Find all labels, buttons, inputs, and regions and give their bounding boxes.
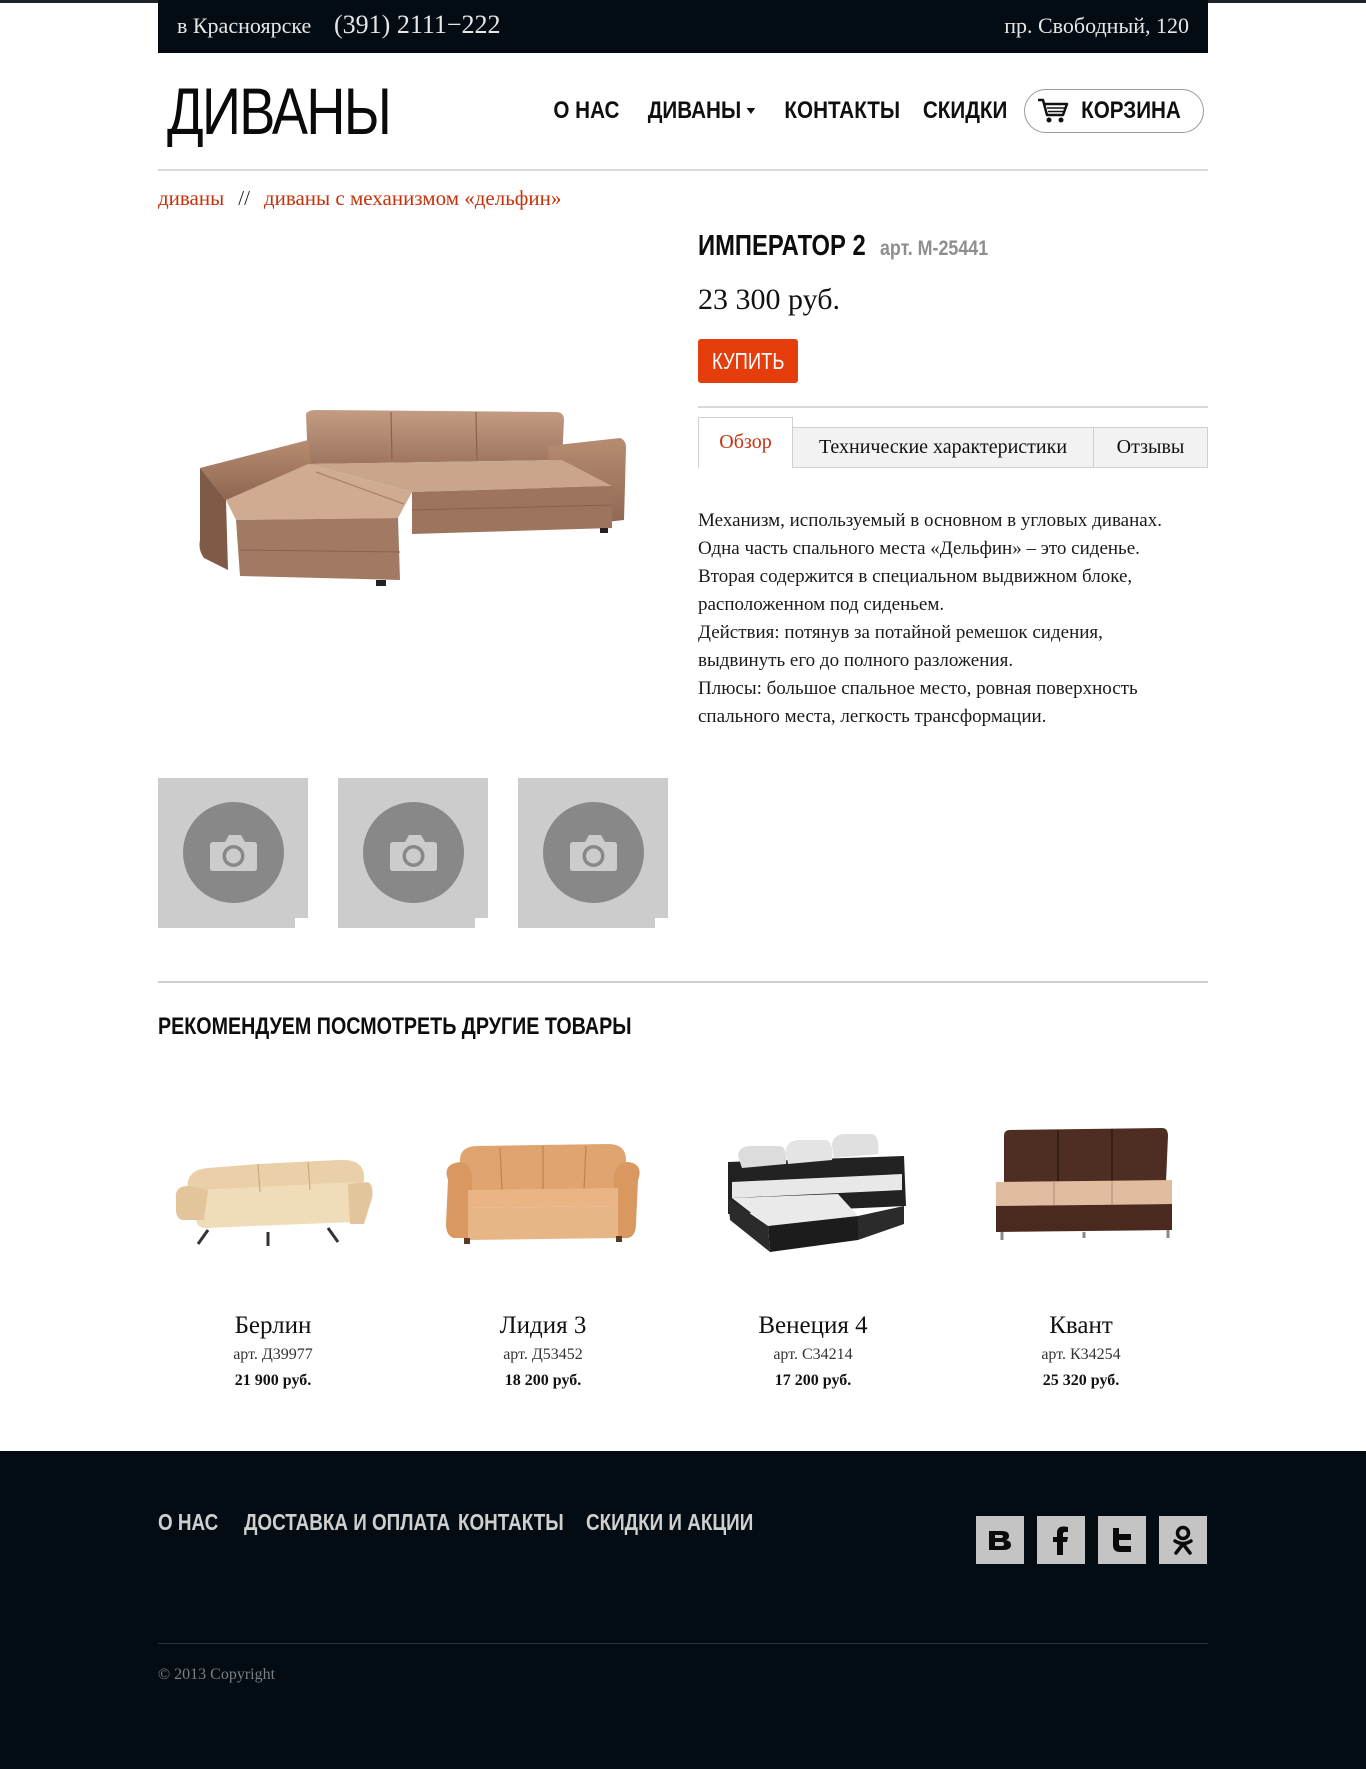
- social-links: [976, 1516, 1220, 1564]
- thumbnail[interactable]: [338, 778, 488, 928]
- tab-overview[interactable]: Обзор: [698, 417, 793, 468]
- recommended-item-price: 25 320 руб.: [1042, 1372, 1120, 1389]
- facebook-icon[interactable]: [1037, 1516, 1085, 1564]
- footer-divider: [158, 1643, 1208, 1644]
- vk-icon[interactable]: [976, 1516, 1024, 1564]
- nav-sofas-label: ДИВАНЫ: [647, 97, 741, 124]
- description-line: Механизм, используемый в основном в угловых диванах.: [698, 510, 1162, 531]
- nav-sofas[interactable]: [647, 97, 754, 125]
- buy-button-label: КУПИТЬ: [711, 347, 785, 374]
- recommendations-grid: [158, 1120, 1208, 1410]
- phone-number[interactable]: (391) 2111−222: [334, 10, 501, 39]
- site-logo[interactable]: ДИВАНЫ: [167, 74, 391, 148]
- thumbnail-notch: [655, 918, 668, 928]
- site-header: [158, 53, 1208, 171]
- product-description: [698, 507, 1208, 731]
- site-footer: [0, 1451, 1366, 1769]
- city-label: в Красноярске: [177, 13, 312, 38]
- description-line: расположенном под сиденьем.: [698, 594, 945, 615]
- recommended-item-name: Берлин: [234, 1312, 312, 1339]
- recommended-item-sku: арт. Д53452: [503, 1346, 583, 1363]
- recommended-item-name: Венеция 4: [758, 1312, 868, 1339]
- breadcrumb-root[interactable]: диваны: [158, 186, 225, 210]
- footer-link-about[interactable]: О НАС: [158, 1509, 219, 1535]
- footer-link-discounts[interactable]: СКИДКИ И АКЦИИ: [586, 1509, 754, 1535]
- description-line: выдвинуть его до полного разложения.: [698, 650, 1014, 671]
- product-title: ИМПЕРАТОР 2: [698, 230, 866, 262]
- thumbnail-notch: [295, 918, 308, 928]
- product-article: арт. М-25441: [880, 237, 989, 260]
- recommended-item-sku: арт. К34254: [1041, 1346, 1121, 1363]
- breadcrumb: [158, 186, 1208, 211]
- recommended-item[interactable]: [698, 1120, 928, 1390]
- recommended-item-price: 18 200 руб.: [504, 1372, 582, 1389]
- recommended-item-price: 17 200 руб.: [774, 1372, 852, 1389]
- cart-icon: [1037, 97, 1069, 125]
- product-tabs: [698, 427, 1208, 477]
- product-price: 23 300 руб.: [698, 283, 840, 316]
- description-line: Плюсы: большое спальное место, ровная поверхность: [698, 678, 1138, 699]
- thumbnail-strip: [158, 778, 1208, 928]
- camera-icon: [543, 802, 644, 903]
- recommended-item[interactable]: [966, 1120, 1196, 1390]
- product-thumbnail: [168, 1120, 378, 1260]
- camera-icon: [363, 802, 464, 903]
- description-line: Действия: потянув за потайной ремешок сидения,: [698, 622, 1103, 643]
- main-nav: [546, 89, 1204, 133]
- store-address: пр. Свободный, 120: [1004, 13, 1189, 38]
- thumbnail[interactable]: [158, 778, 308, 928]
- footer-nav: [158, 1509, 790, 1536]
- breadcrumb-separator: //: [238, 186, 250, 210]
- thumbnail-notch: [475, 918, 488, 928]
- recommended-item[interactable]: [158, 1120, 388, 1390]
- tab-reviews[interactable]: Отзывы: [1093, 427, 1208, 468]
- product-title-row: [698, 230, 1208, 263]
- product-thumbnail: [976, 1120, 1186, 1260]
- description-line: Одна часть спального места «Дельфин» – это сиденье.: [698, 538, 1140, 559]
- product-thumbnail: [708, 1120, 918, 1260]
- recommended-item-name: Лидия 3: [499, 1312, 587, 1339]
- top-bar: [158, 0, 1208, 53]
- product-info: [698, 230, 1208, 731]
- recommendations-title: РЕКОМЕНДУЕМ ПОСМОТРЕТЬ ДРУГИЕ ТОВАРЫ: [158, 1013, 632, 1040]
- description-line: Вторая содержится в специальном выдвижном блоке,: [698, 566, 1133, 587]
- recommended-item-price: 21 900 руб.: [234, 1372, 312, 1389]
- chevron-down-icon: [746, 108, 755, 114]
- description-line: спального места, легкость трансформации.: [698, 706, 1047, 727]
- footer-link-contacts[interactable]: КОНТАКТЫ: [458, 1509, 564, 1535]
- thumbnail[interactable]: [518, 778, 668, 928]
- breadcrumb-current[interactable]: диваны с механизмом «дельфин»: [263, 186, 562, 210]
- recommended-item-sku: арт. Д39977: [233, 1346, 313, 1363]
- copyright: © 2013 Copyright: [158, 1666, 276, 1683]
- cart-label: КОРЗИНА: [1081, 97, 1181, 124]
- footer-link-delivery[interactable]: ДОСТАВКА И ОПЛАТА: [244, 1509, 451, 1535]
- product-thumbnail: [438, 1120, 648, 1260]
- nav-about[interactable]: О НАС: [553, 97, 620, 124]
- recommended-item[interactable]: [428, 1120, 658, 1390]
- cart-button[interactable]: [1024, 89, 1204, 133]
- nav-contacts[interactable]: КОНТАКТЫ: [784, 97, 901, 124]
- odnoklassniki-icon[interactable]: [1159, 1516, 1207, 1564]
- section-divider: [158, 981, 1208, 983]
- product-image[interactable]: [196, 400, 630, 590]
- recommended-item-sku: арт. С34214: [773, 1346, 853, 1363]
- nav-discounts[interactable]: СКИДКИ: [922, 97, 1008, 124]
- tab-specs[interactable]: Технические характеристики: [792, 427, 1094, 468]
- twitter-icon[interactable]: [1098, 1516, 1146, 1564]
- buy-button[interactable]: [698, 339, 798, 383]
- divider: [698, 406, 1208, 408]
- camera-icon: [183, 802, 284, 903]
- recommended-item-name: Квант: [1049, 1312, 1113, 1339]
